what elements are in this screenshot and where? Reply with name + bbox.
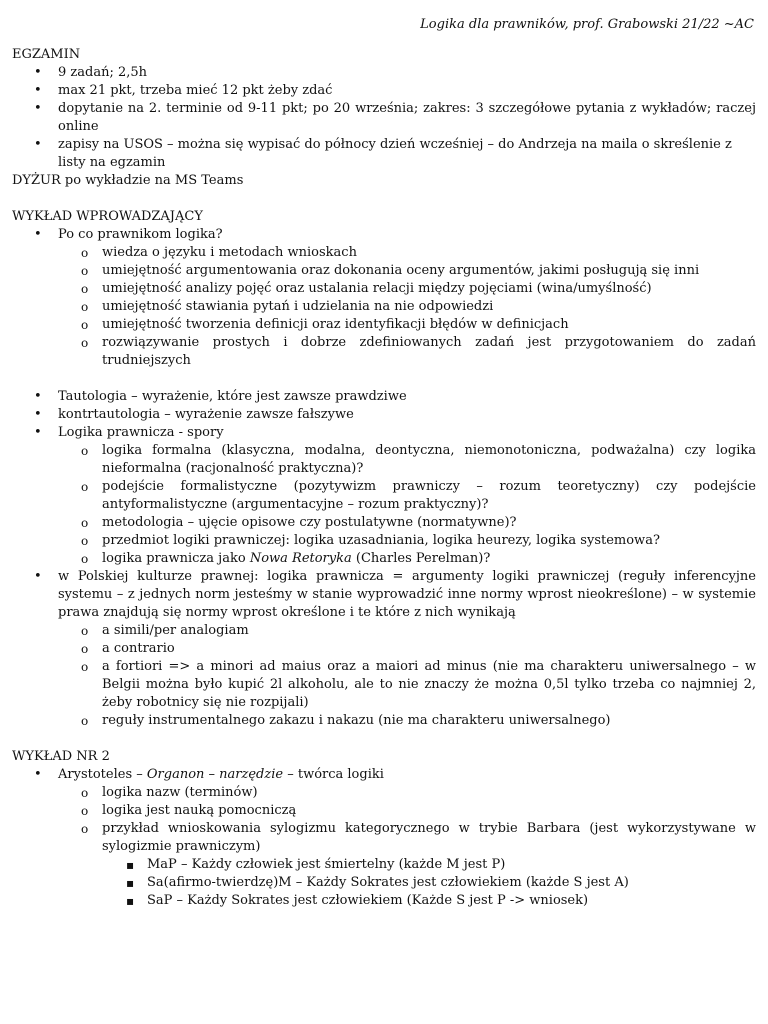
po-co-sublist xyxy=(57,244,756,370)
wyklad2-list xyxy=(12,766,756,910)
list-item: o a contrario xyxy=(57,640,756,658)
organon-title: Organon xyxy=(146,767,205,782)
list-item xyxy=(57,820,756,910)
perelman-suffix: (Charles Perelman)? xyxy=(351,551,491,566)
narzedzie-word: narzędzie xyxy=(219,767,284,782)
spory-sublist xyxy=(57,442,756,568)
list-item: • Tautologia – wyrażenie, które jest zawsze prawdziwe xyxy=(12,388,756,406)
arystoteles-prefix: Arystoteles – xyxy=(58,767,147,782)
section-title-wyklad2: WYKŁAD NR 2 xyxy=(12,749,110,764)
list-item: o umiejętność stawiania pytań i udzielania na nie odpowiedzi xyxy=(57,298,756,316)
list-item: o umiejętność argumentowania oraz dokonania oceny argumentów, jakimi posługują się inni xyxy=(57,262,756,280)
list-item: • 9 zadań; 2,5h xyxy=(12,64,756,82)
perelman-prefix: logika prawnicza jako xyxy=(102,551,250,566)
polska-sublist xyxy=(57,622,756,730)
list-item: o wiedza o języku i metodach wnioskach xyxy=(57,244,756,262)
nowa-retoryka-title: Nowa Retoryka xyxy=(249,551,352,566)
list-item: • dopytanie na 2. terminie od 9-11 pkt; po 20 września; zakres: 3 szczegółowe pytania z wykładów; raczej online xyxy=(12,100,756,136)
list-item: o a simili/per analogiam xyxy=(57,622,756,640)
list-item: o metodologia – ujęcie opisowe czy postulatywne (normatywne)? xyxy=(57,514,756,532)
list-item: o reguły instrumentalnego zakazu i nakazu (nie ma charakteru uniwersalnego) xyxy=(57,712,756,730)
po-co-label: Po co prawnikom logika? xyxy=(58,227,223,242)
list-item xyxy=(12,766,756,910)
arystoteles-sep: – xyxy=(204,767,220,782)
list-item xyxy=(57,550,756,568)
egzamin-list xyxy=(12,64,756,172)
list-item: o przedmiot logiki prawniczej: logika uzasadniania, logika heurezy, logika systemowa? xyxy=(57,532,756,550)
section-title-egzamin: EGZAMIN xyxy=(12,47,81,62)
page-header: Logika dla prawników, prof. Grabowski 21/22 ~AC xyxy=(420,17,754,32)
list-item: o a fortiori => a minori ad maius oraz a maiori ad minus (nie ma charakteru uniwersalnego – w Belgii można było kupić 2l alkoholu, ale to nie znaczy że można 0,5l tylko trzeba co najmniej 2, żeby robotnicy się nie rozpijali) xyxy=(57,658,756,712)
list-item xyxy=(12,424,756,568)
arystoteles-suffix: – twórca logiki xyxy=(283,767,384,782)
list-item: o logika formalna (klasyczna, modalna, deontyczna, niemonotoniczna, podważalna) czy logika nieformalna (racjonalność praktyczna)? xyxy=(57,442,756,478)
list-item: o logika nazw (terminów) xyxy=(57,784,756,802)
arystoteles-sublist xyxy=(57,784,756,910)
spory-label: Logika prawnicza - spory xyxy=(58,425,224,440)
list-item: o rozwiązywanie prostych i dobrze zdefiniowanych zadań jest przygotowaniem do zadań trudniejszych xyxy=(57,334,756,370)
list-item: • max 21 pkt, trzeba mieć 12 pkt żeby zdać xyxy=(12,82,756,100)
list-item: • kontrtautologia – wyrażenie zawsze fałszywe xyxy=(12,406,756,424)
list-item xyxy=(12,226,756,370)
list-item: ▪ Sa(afirmo-twierdzę)M – Każdy Sokrates jest człowiekiem (każde S jest A) xyxy=(101,874,756,892)
polska-label: w Polskiej kulturze prawnej: logika prawnicza = argumenty logiki prawniczej (reguły inferencyjne systemu – z jednych norm jesteśmy w stanie wyprowadzić inne normy wprost nieokreślone) – w systemie prawa znajdują się normy wprost określone i te które z nich wynikają xyxy=(58,569,756,620)
list-item: ▪ SaP – Każdy Sokrates jest człowiekiem (Każde S jest P -> wniosek) xyxy=(101,892,756,910)
list-item xyxy=(12,568,756,730)
list-item: ▪ MaP – Każdy człowiek jest śmiertelny (każde M jest P) xyxy=(101,856,756,874)
list-item: o logika jest nauką pomocniczą xyxy=(57,802,756,820)
section-title-wprowadzajacy: WYKŁAD WPROWADZAJĄCY xyxy=(12,209,203,224)
list-item: • zapisy na USOS – można się wypisać do północy dzień wcześniej – do Andrzeja na maila o skreślenie z listy na egzamin xyxy=(12,136,756,172)
list-item: o podejście formalistyczne (pozytywizm prawniczy – rozum teoretyczny) czy podejście antyformalistyczne (argumentacyjne – rozum praktyczny)? xyxy=(57,478,756,514)
list-item: o umiejętność tworzenia definicji oraz identyfikacji błędów w definicjach xyxy=(57,316,756,334)
wprowadzajacy-list xyxy=(12,226,756,370)
definicje-list xyxy=(12,388,756,730)
barbara-label: przykład wnioskowania sylogizmu kategorycznego w trybie Barbara (jest wykorzystywane w sylogizmie prawniczym) xyxy=(102,821,756,854)
barbara-sublist xyxy=(101,856,756,910)
list-item: o umiejętność analizy pojęć oraz ustalania relacji między pojęciami (wina/umyślność) xyxy=(57,280,756,298)
dyzur-line: DYŻUR po wykładzie na MS Teams xyxy=(12,173,244,188)
